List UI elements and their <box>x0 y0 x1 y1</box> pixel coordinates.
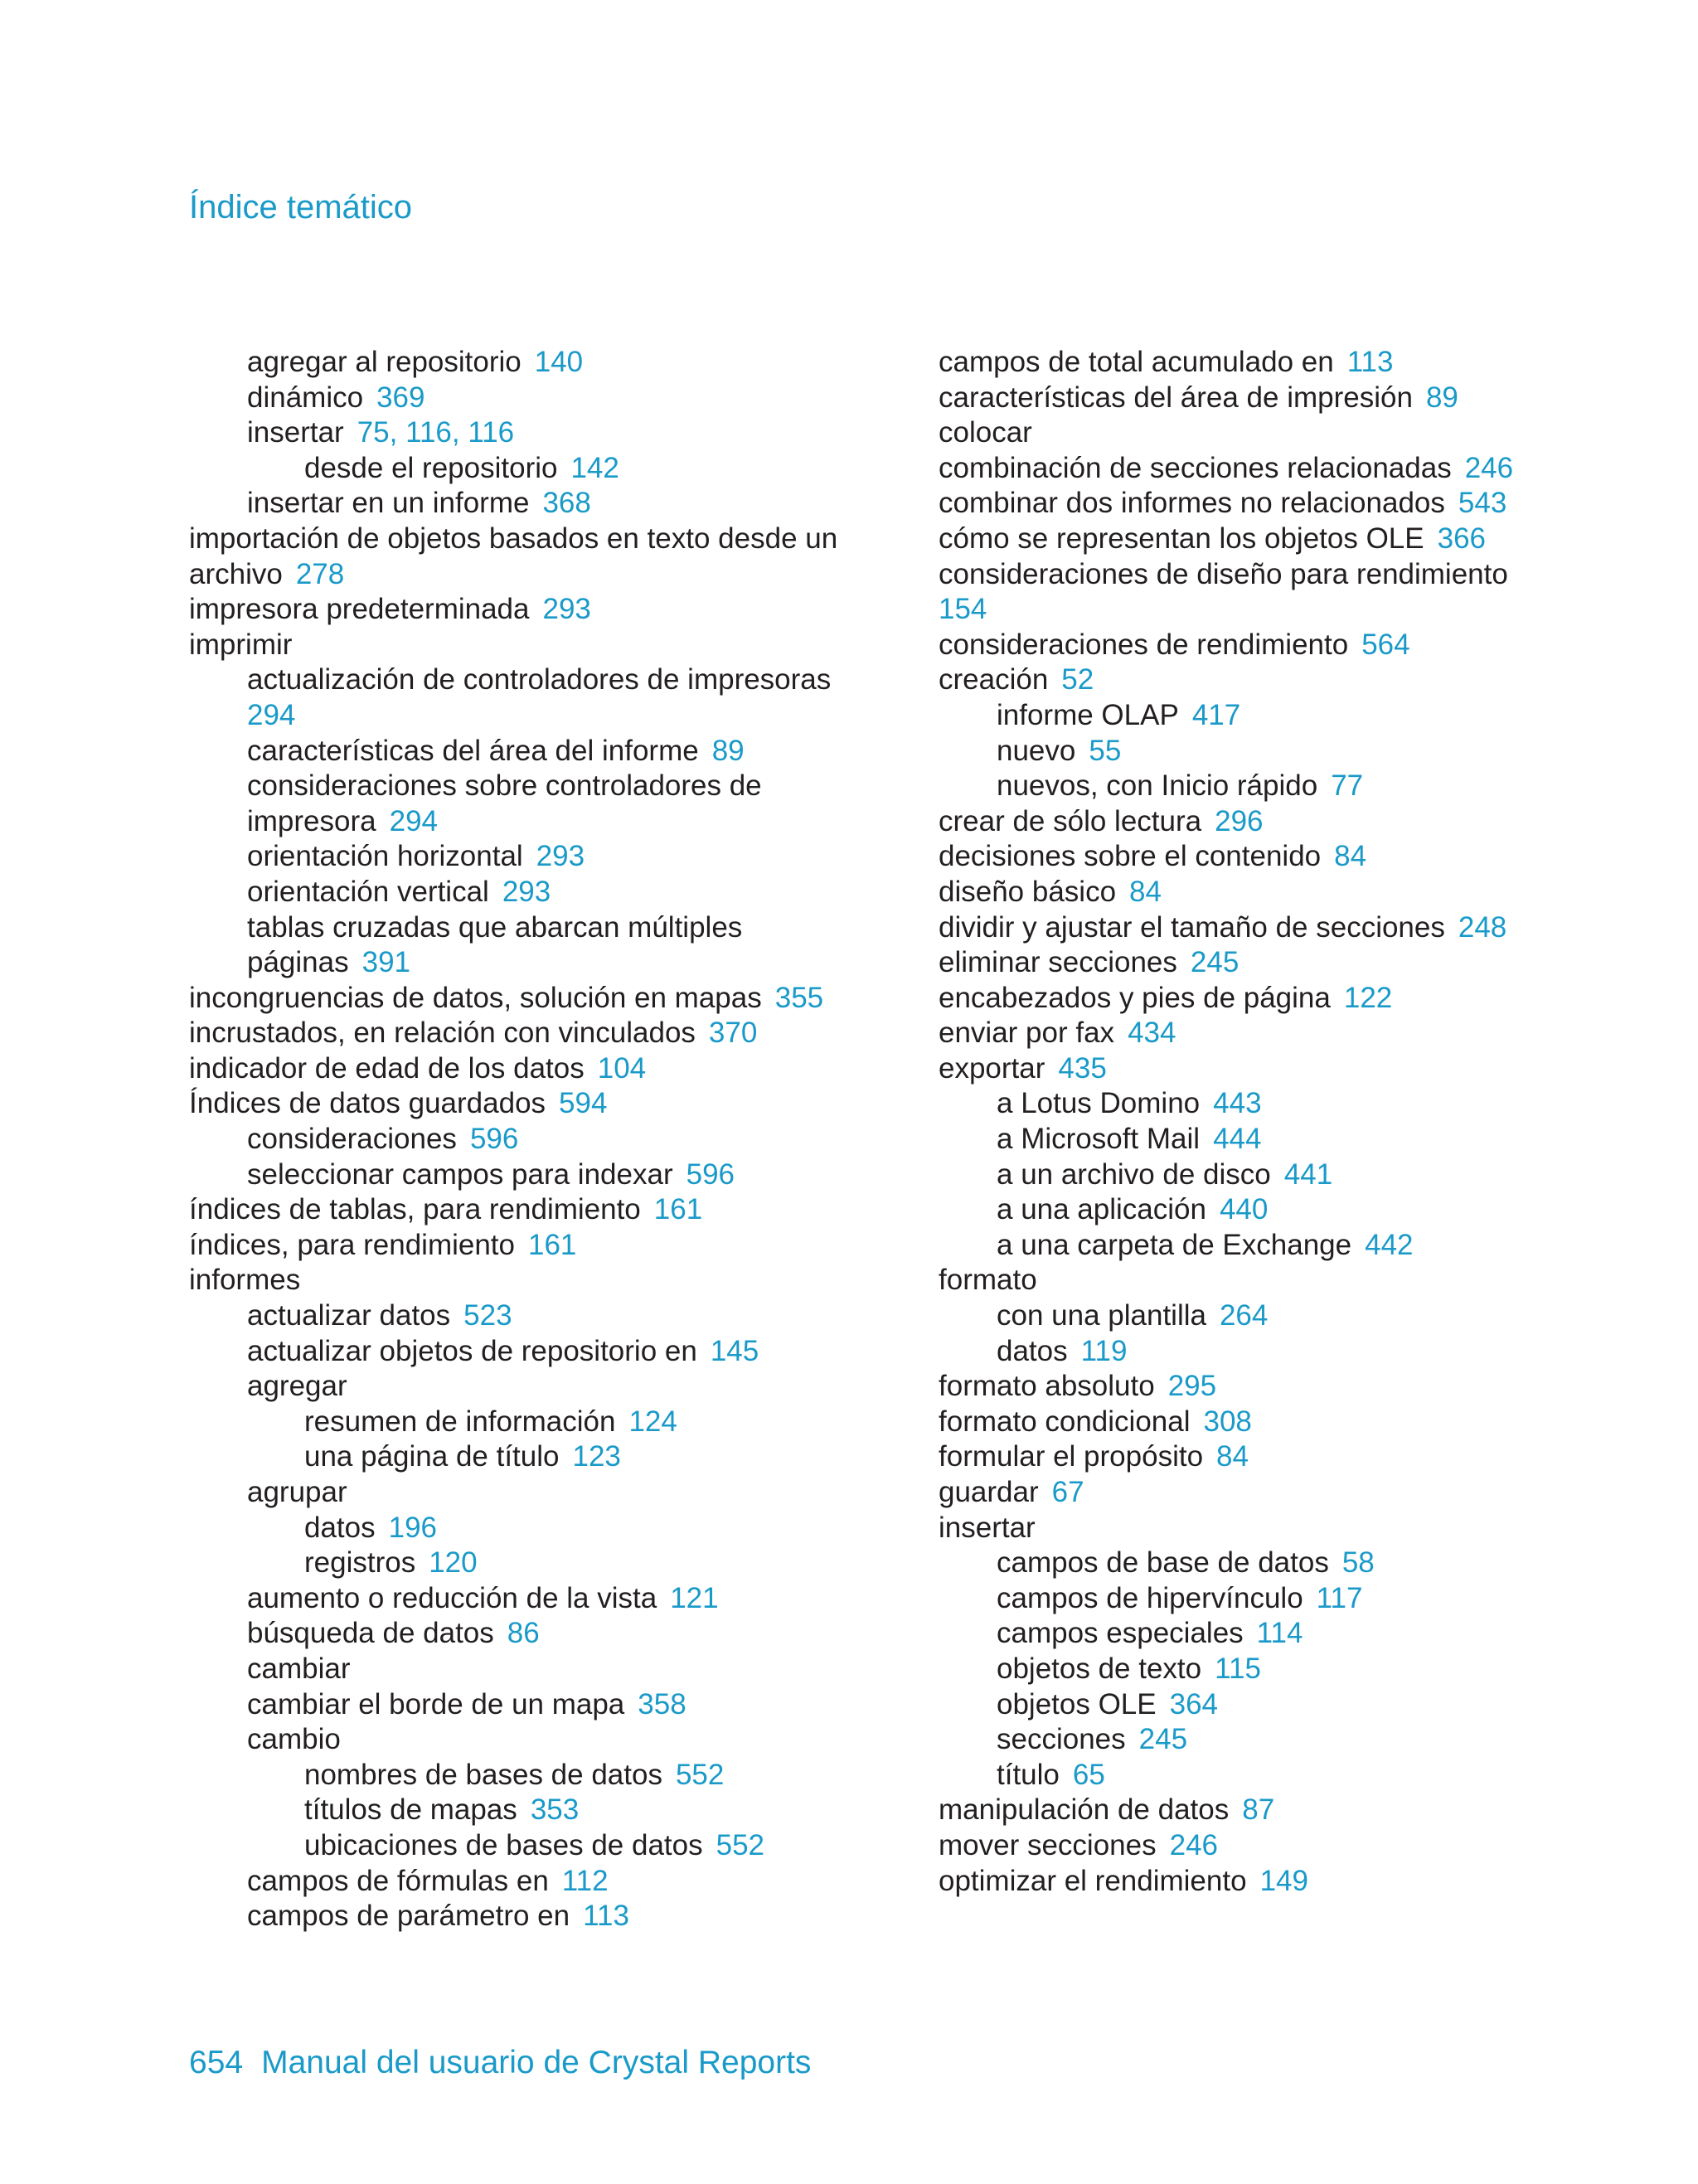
entry-page-ref[interactable]: 594 <box>559 1087 608 1120</box>
entry-page-ref[interactable]: 442 <box>1365 1228 1414 1261</box>
entry-page-ref[interactable]: 278 <box>295 557 345 590</box>
index-entry <box>939 910 1569 946</box>
entry-page-ref[interactable]: 443 <box>1213 1087 1262 1120</box>
entry-page-ref[interactable]: 441 <box>1283 1158 1333 1191</box>
index-entry <box>939 981 1569 1017</box>
index-entry <box>939 1758 1569 1793</box>
entry-term: nuevo <box>997 734 1076 767</box>
index-entry <box>939 522 1569 557</box>
entry-term: insertar en un informe <box>247 487 530 520</box>
entry-term: datos <box>997 1334 1068 1367</box>
entry-page-ref[interactable]: 124 <box>628 1405 677 1438</box>
index-entry <box>939 486 1569 522</box>
index-entry <box>189 381 852 416</box>
entry-term: manipulación de datos <box>939 1793 1230 1827</box>
index-entry <box>189 1511 852 1546</box>
index-column-left <box>189 345 852 1934</box>
entry-term: campos de hipervínculo <box>997 1581 1303 1614</box>
entry-page-ref[interactable]: 86 <box>507 1617 540 1650</box>
index-entry <box>189 628 852 663</box>
entry-page-ref[interactable]: 115 <box>1215 1652 1261 1685</box>
entry-page-ref[interactable]: 122 <box>1343 981 1393 1014</box>
entry-page-ref[interactable]: 293 <box>536 840 585 873</box>
index-entry <box>189 486 852 522</box>
entry-term: formato absoluto <box>939 1370 1155 1403</box>
index-entry <box>939 1192 1569 1228</box>
entry-term: importación de objetos basados en texto desde un <box>189 522 838 555</box>
entry-term: con una plantilla <box>997 1299 1206 1332</box>
entry-page-ref[interactable]: 121 <box>670 1581 719 1614</box>
entry-term: páginas <box>247 946 349 979</box>
index-entry <box>939 1616 1569 1652</box>
entry-term: orientación vertical <box>247 875 489 908</box>
entry-page-ref[interactable]: 89 <box>711 734 745 767</box>
entry-page-ref[interactable]: 140 <box>534 346 584 378</box>
entry-term: búsqueda de datos <box>247 1617 494 1650</box>
entry-term: seleccionar campos para indexar <box>247 1158 673 1191</box>
entry-page-ref[interactable]: 84 <box>1129 875 1162 908</box>
entry-page-ref[interactable]: 264 <box>1219 1299 1269 1332</box>
index-entry <box>189 1687 852 1723</box>
entry-page-ref[interactable]: 391 <box>361 946 411 979</box>
entry-page-ref[interactable]: 369 <box>376 381 425 414</box>
entry-term: tablas cruzadas que abarcan múltiples <box>247 910 743 944</box>
entry-term: Índices de datos guardados <box>189 1087 546 1120</box>
entry-term: cambiar <box>247 1652 351 1685</box>
index-entry <box>939 1016 1569 1051</box>
index-entry <box>189 1758 852 1793</box>
entry-term: a una aplicación <box>997 1193 1206 1226</box>
entry-term: desde el repositorio <box>304 451 558 484</box>
index-entry <box>939 769 1569 804</box>
entry-term: registros <box>304 1546 416 1580</box>
entry-term: agrupar <box>247 1476 347 1508</box>
entry-term: cambiar el borde de un mapa <box>247 1687 625 1721</box>
entry-term: título <box>997 1758 1060 1791</box>
entry-page-ref[interactable]: 117 <box>1316 1581 1363 1614</box>
entry-term: a Lotus Domino <box>997 1087 1201 1120</box>
entry-term: a una carpeta de Exchange <box>997 1228 1352 1261</box>
entry-term: objetos de texto <box>997 1652 1202 1685</box>
entry-term: cómo se representan los objetos OLE <box>939 522 1424 555</box>
entry-term: dividir y ajustar el tamaño de secciones <box>939 910 1445 944</box>
index-entry <box>189 1263 852 1298</box>
entry-term: archivo <box>189 557 283 590</box>
index-entry <box>189 415 852 451</box>
index-entry <box>189 1228 852 1264</box>
index-entry <box>189 910 852 946</box>
entry-page-ref[interactable]: 358 <box>638 1687 686 1721</box>
entry-term: campos de parámetro en <box>247 1900 570 1933</box>
index-entry <box>189 981 852 1017</box>
entry-page-ref[interactable]: 58 <box>1341 1546 1375 1580</box>
entry-term: campos especiales <box>997 1617 1244 1650</box>
entry-page-ref[interactable]: 246 <box>1169 1828 1219 1861</box>
entry-page-ref[interactable]: 149 <box>1259 1864 1308 1897</box>
index-entry <box>189 1158 852 1193</box>
index-entry <box>189 1793 852 1828</box>
index-entry <box>939 1687 1569 1723</box>
index-entry <box>939 1228 1569 1264</box>
index-entry <box>939 1652 1569 1687</box>
entry-page-ref[interactable]: 308 <box>1203 1405 1252 1438</box>
entry-term: actualizar datos <box>247 1299 451 1332</box>
entry-page-ref[interactable]: 67 <box>1051 1476 1084 1508</box>
index-entry <box>189 1616 852 1652</box>
index-entry <box>189 1546 852 1581</box>
entry-page-ref[interactable]: 353 <box>530 1793 580 1827</box>
index-entry <box>189 1298 852 1334</box>
entry-term: incrustados, en relación con vinculados <box>189 1017 696 1050</box>
entry-term: campos de base de datos <box>997 1546 1329 1580</box>
index-entry <box>189 1192 852 1228</box>
index-entry <box>189 1475 852 1511</box>
entry-term: informe OLAP <box>997 698 1179 731</box>
entry-term: diseño básico <box>939 875 1117 908</box>
entry-page-ref[interactable]: 596 <box>686 1158 735 1191</box>
entry-term: consideraciones sobre controladores de <box>247 769 762 803</box>
entry-term: dinámico <box>247 381 364 414</box>
entry-page-ref[interactable]: 120 <box>429 1546 478 1580</box>
entry-term: combinación de secciones relacionadas <box>939 451 1452 484</box>
index-entry <box>939 662 1569 698</box>
entry-page-ref[interactable]: 246 <box>1464 451 1514 484</box>
index-entry <box>189 1405 852 1440</box>
entry-page-ref[interactable]: 564 <box>1361 628 1410 661</box>
entry-page-ref[interactable]: 114 <box>1256 1617 1303 1650</box>
entry-page-ref[interactable]: 245 <box>1138 1723 1188 1756</box>
entry-term: impresora <box>247 804 376 837</box>
index-entry <box>189 769 852 804</box>
index-entry <box>939 1405 1569 1440</box>
entry-term: decisiones sobre el contenido <box>939 840 1322 873</box>
entry-page-ref[interactable]: 55 <box>1089 734 1122 767</box>
index-entry <box>939 628 1569 663</box>
entry-page-ref[interactable]: 552 <box>716 1828 765 1861</box>
entry-term: formato condicional <box>939 1405 1191 1438</box>
index-entry <box>189 1581 852 1617</box>
index-entry <box>189 451 852 487</box>
entry-page-ref[interactable]: 444 <box>1213 1123 1262 1156</box>
entry-term: exportar <box>939 1051 1045 1085</box>
entry-term: características del área del informe <box>247 734 699 767</box>
index-entry <box>939 592 1569 628</box>
index-entry <box>939 1864 1569 1900</box>
index-entry <box>189 1439 852 1475</box>
index-entry <box>189 698 852 734</box>
entry-page-ref[interactable]: 112 <box>561 1864 609 1897</box>
entry-page-ref[interactable]: 123 <box>572 1440 621 1473</box>
entry-term: cambio <box>247 1723 341 1756</box>
index-entry <box>939 451 1569 487</box>
entry-term: actualizar objetos de repositorio en <box>247 1334 697 1367</box>
entry-term: a un archivo de disco <box>997 1158 1271 1191</box>
index-entry <box>189 662 852 698</box>
entry-page-ref[interactable]: 245 <box>1190 946 1240 979</box>
entry-page-ref[interactable]: 434 <box>1128 1017 1176 1050</box>
entry-term: nuevos, con Inicio rápido <box>997 769 1318 803</box>
entry-term: ubicaciones de bases de datos <box>304 1828 703 1861</box>
index-entry <box>939 1828 1569 1864</box>
entry-page-ref[interactable]: 294 <box>247 698 296 731</box>
entry-page-ref[interactable]: 370 <box>708 1017 758 1050</box>
index-entry <box>939 1439 1569 1475</box>
entry-term: insertar <box>939 1511 1036 1544</box>
entry-page-ref[interactable]: 368 <box>542 487 591 520</box>
index-column-right <box>939 345 1569 1899</box>
entry-term: orientación horizontal <box>247 840 523 873</box>
entry-term: mover secciones <box>939 1828 1157 1861</box>
entry-page-ref[interactable]: 119 <box>1080 1334 1128 1367</box>
entry-page-ref[interactable]: 87 <box>1242 1793 1275 1827</box>
entry-term: formular el propósito <box>939 1440 1204 1473</box>
index-entry <box>939 1086 1569 1122</box>
entry-page-ref[interactable]: 75, 116, 116 <box>357 416 515 449</box>
index-entry <box>939 734 1569 769</box>
index-entry <box>939 557 1569 593</box>
entry-term: indicador de edad de los datos <box>189 1051 585 1085</box>
entry-page-ref[interactable]: 293 <box>502 875 551 908</box>
entry-term: consideraciones <box>247 1123 457 1156</box>
entry-page-ref[interactable]: 296 <box>1215 804 1264 837</box>
index-entry <box>939 1581 1569 1617</box>
index-entry <box>939 415 1569 451</box>
index-entry <box>189 345 852 381</box>
entry-term: consideraciones de rendimiento <box>939 628 1349 661</box>
entry-page-ref[interactable]: 196 <box>388 1511 438 1544</box>
entry-term: encabezados y pies de página <box>939 981 1331 1014</box>
index-entry <box>189 1369 852 1405</box>
entry-page-ref[interactable]: 104 <box>597 1051 647 1085</box>
entry-page-ref[interactable]: 293 <box>542 593 591 626</box>
index-entry <box>939 345 1569 381</box>
index-entry <box>189 839 852 875</box>
entry-page-ref[interactable]: 113 <box>1346 346 1394 378</box>
index-entry <box>939 1298 1569 1334</box>
entry-term: nombres de bases de datos <box>304 1758 662 1791</box>
entry-term: características del área de impresión <box>939 381 1413 414</box>
entry-term: índices, para rendimiento <box>189 1228 515 1261</box>
entry-page-ref[interactable]: 84 <box>1334 840 1367 873</box>
entry-term: guardar <box>939 1476 1039 1508</box>
index-entry <box>189 1828 852 1864</box>
entry-page-ref[interactable]: 248 <box>1458 910 1507 944</box>
index-entry <box>939 875 1569 910</box>
entry-page-ref[interactable]: 154 <box>939 593 987 626</box>
index-entry <box>939 1051 1569 1087</box>
index-entry <box>189 1051 852 1087</box>
page-header: Índice temático <box>189 189 413 226</box>
entry-page-ref[interactable]: 440 <box>1219 1193 1269 1226</box>
entry-term: insertar <box>247 416 344 449</box>
index-entry <box>939 698 1569 734</box>
entry-term: enviar por fax <box>939 1017 1115 1050</box>
entry-term: actualización de controladores de impresoras <box>247 663 832 696</box>
entry-term: campos de fórmulas en <box>247 1864 549 1897</box>
page-number: 654 <box>189 2045 244 2080</box>
entry-page-ref[interactable]: 89 <box>1425 381 1458 414</box>
entry-term: una página de título <box>304 1440 560 1473</box>
entry-page-ref[interactable]: 364 <box>1169 1687 1219 1721</box>
entry-term: agregar al repositorio <box>247 346 522 378</box>
index-entry <box>189 557 852 593</box>
entry-term: aumento o reducción de la vista <box>247 1581 657 1614</box>
entry-page-ref[interactable]: 523 <box>463 1299 512 1332</box>
index-entry <box>189 1722 852 1758</box>
entry-page-ref[interactable]: 161 <box>653 1193 703 1226</box>
entry-term: imprimir <box>189 628 293 661</box>
index-entry <box>189 1652 852 1687</box>
entry-term: impresora predeterminada <box>189 593 530 626</box>
entry-page-ref[interactable]: 77 <box>1331 769 1364 803</box>
index-entry <box>939 1546 1569 1581</box>
entry-term: agregar <box>247 1370 347 1403</box>
entry-page-ref[interactable]: 417 <box>1191 698 1241 731</box>
entry-page-ref[interactable]: 355 <box>774 981 824 1014</box>
entry-term: combinar dos informes no relacionados <box>939 487 1445 520</box>
index-entry <box>189 1864 852 1900</box>
entry-term: resumen de información <box>304 1405 616 1438</box>
entry-page-ref[interactable]: 161 <box>528 1228 577 1261</box>
index-entry <box>939 1334 1569 1370</box>
entry-term: eliminar secciones <box>939 946 1177 979</box>
page-footer <box>189 2045 811 2081</box>
index-entry <box>189 804 852 840</box>
index-entry <box>189 945 852 981</box>
index-entry <box>939 1158 1569 1193</box>
entry-page-ref[interactable]: 52 <box>1061 663 1094 696</box>
entry-term: incongruencias de datos, solución en mapas <box>189 981 762 1014</box>
entry-page-ref[interactable]: 295 <box>1167 1370 1217 1403</box>
entry-page-ref[interactable]: 65 <box>1072 1758 1105 1791</box>
entry-page-ref[interactable]: 145 <box>710 1334 759 1367</box>
index-entry <box>189 1122 852 1158</box>
entry-term: índices de tablas, para rendimiento <box>189 1193 641 1226</box>
entry-term: secciones <box>997 1723 1126 1756</box>
entry-term: consideraciones de diseño para rendimiento <box>939 557 1508 590</box>
index-entry <box>189 1334 852 1370</box>
index-entry <box>189 1086 852 1122</box>
entry-page-ref[interactable]: 366 <box>1437 522 1487 555</box>
entry-page-ref[interactable]: 596 <box>469 1123 519 1156</box>
index-entry <box>189 875 852 910</box>
index-entry <box>189 1016 852 1051</box>
entry-term: datos <box>304 1511 376 1544</box>
index-entry <box>189 522 852 557</box>
entry-page-ref[interactable]: 142 <box>570 451 619 484</box>
index-entry <box>939 381 1569 416</box>
entry-term: creación <box>939 663 1049 696</box>
entry-term: títulos de mapas <box>304 1793 517 1827</box>
index-entry <box>939 1122 1569 1158</box>
index-entry <box>939 1722 1569 1758</box>
entry-page-ref[interactable]: 435 <box>1058 1051 1107 1085</box>
entry-term: crear de sólo lectura <box>939 804 1202 837</box>
index-entry <box>189 734 852 769</box>
index-entry <box>939 1793 1569 1828</box>
index-entry <box>939 1263 1569 1298</box>
entry-term: objetos OLE <box>997 1687 1157 1721</box>
entry-page-ref[interactable]: 113 <box>583 1900 629 1933</box>
entry-page-ref[interactable]: 552 <box>675 1758 725 1791</box>
index-entry <box>939 1511 1569 1546</box>
entry-term: a Microsoft Mail <box>997 1123 1201 1156</box>
index-entry <box>939 1475 1569 1511</box>
index-entry <box>939 945 1569 981</box>
index-entry <box>189 1899 852 1934</box>
entry-page-ref[interactable]: 543 <box>1458 487 1507 520</box>
entry-term: formato <box>939 1264 1037 1297</box>
entry-term: informes <box>189 1264 301 1297</box>
book-title: Manual del usuario de Crystal Reports <box>261 2045 812 2080</box>
index-entry <box>939 804 1569 840</box>
entry-page-ref[interactable]: 84 <box>1216 1440 1249 1473</box>
index-entry <box>939 1369 1569 1405</box>
index-entry <box>939 839 1569 875</box>
entry-term: optimizar el rendimiento <box>939 1864 1247 1897</box>
entry-page-ref[interactable]: 294 <box>389 804 439 837</box>
index-entry <box>189 592 852 628</box>
entry-term: colocar <box>939 416 1032 449</box>
entry-term: campos de total acumulado en <box>939 346 1334 378</box>
